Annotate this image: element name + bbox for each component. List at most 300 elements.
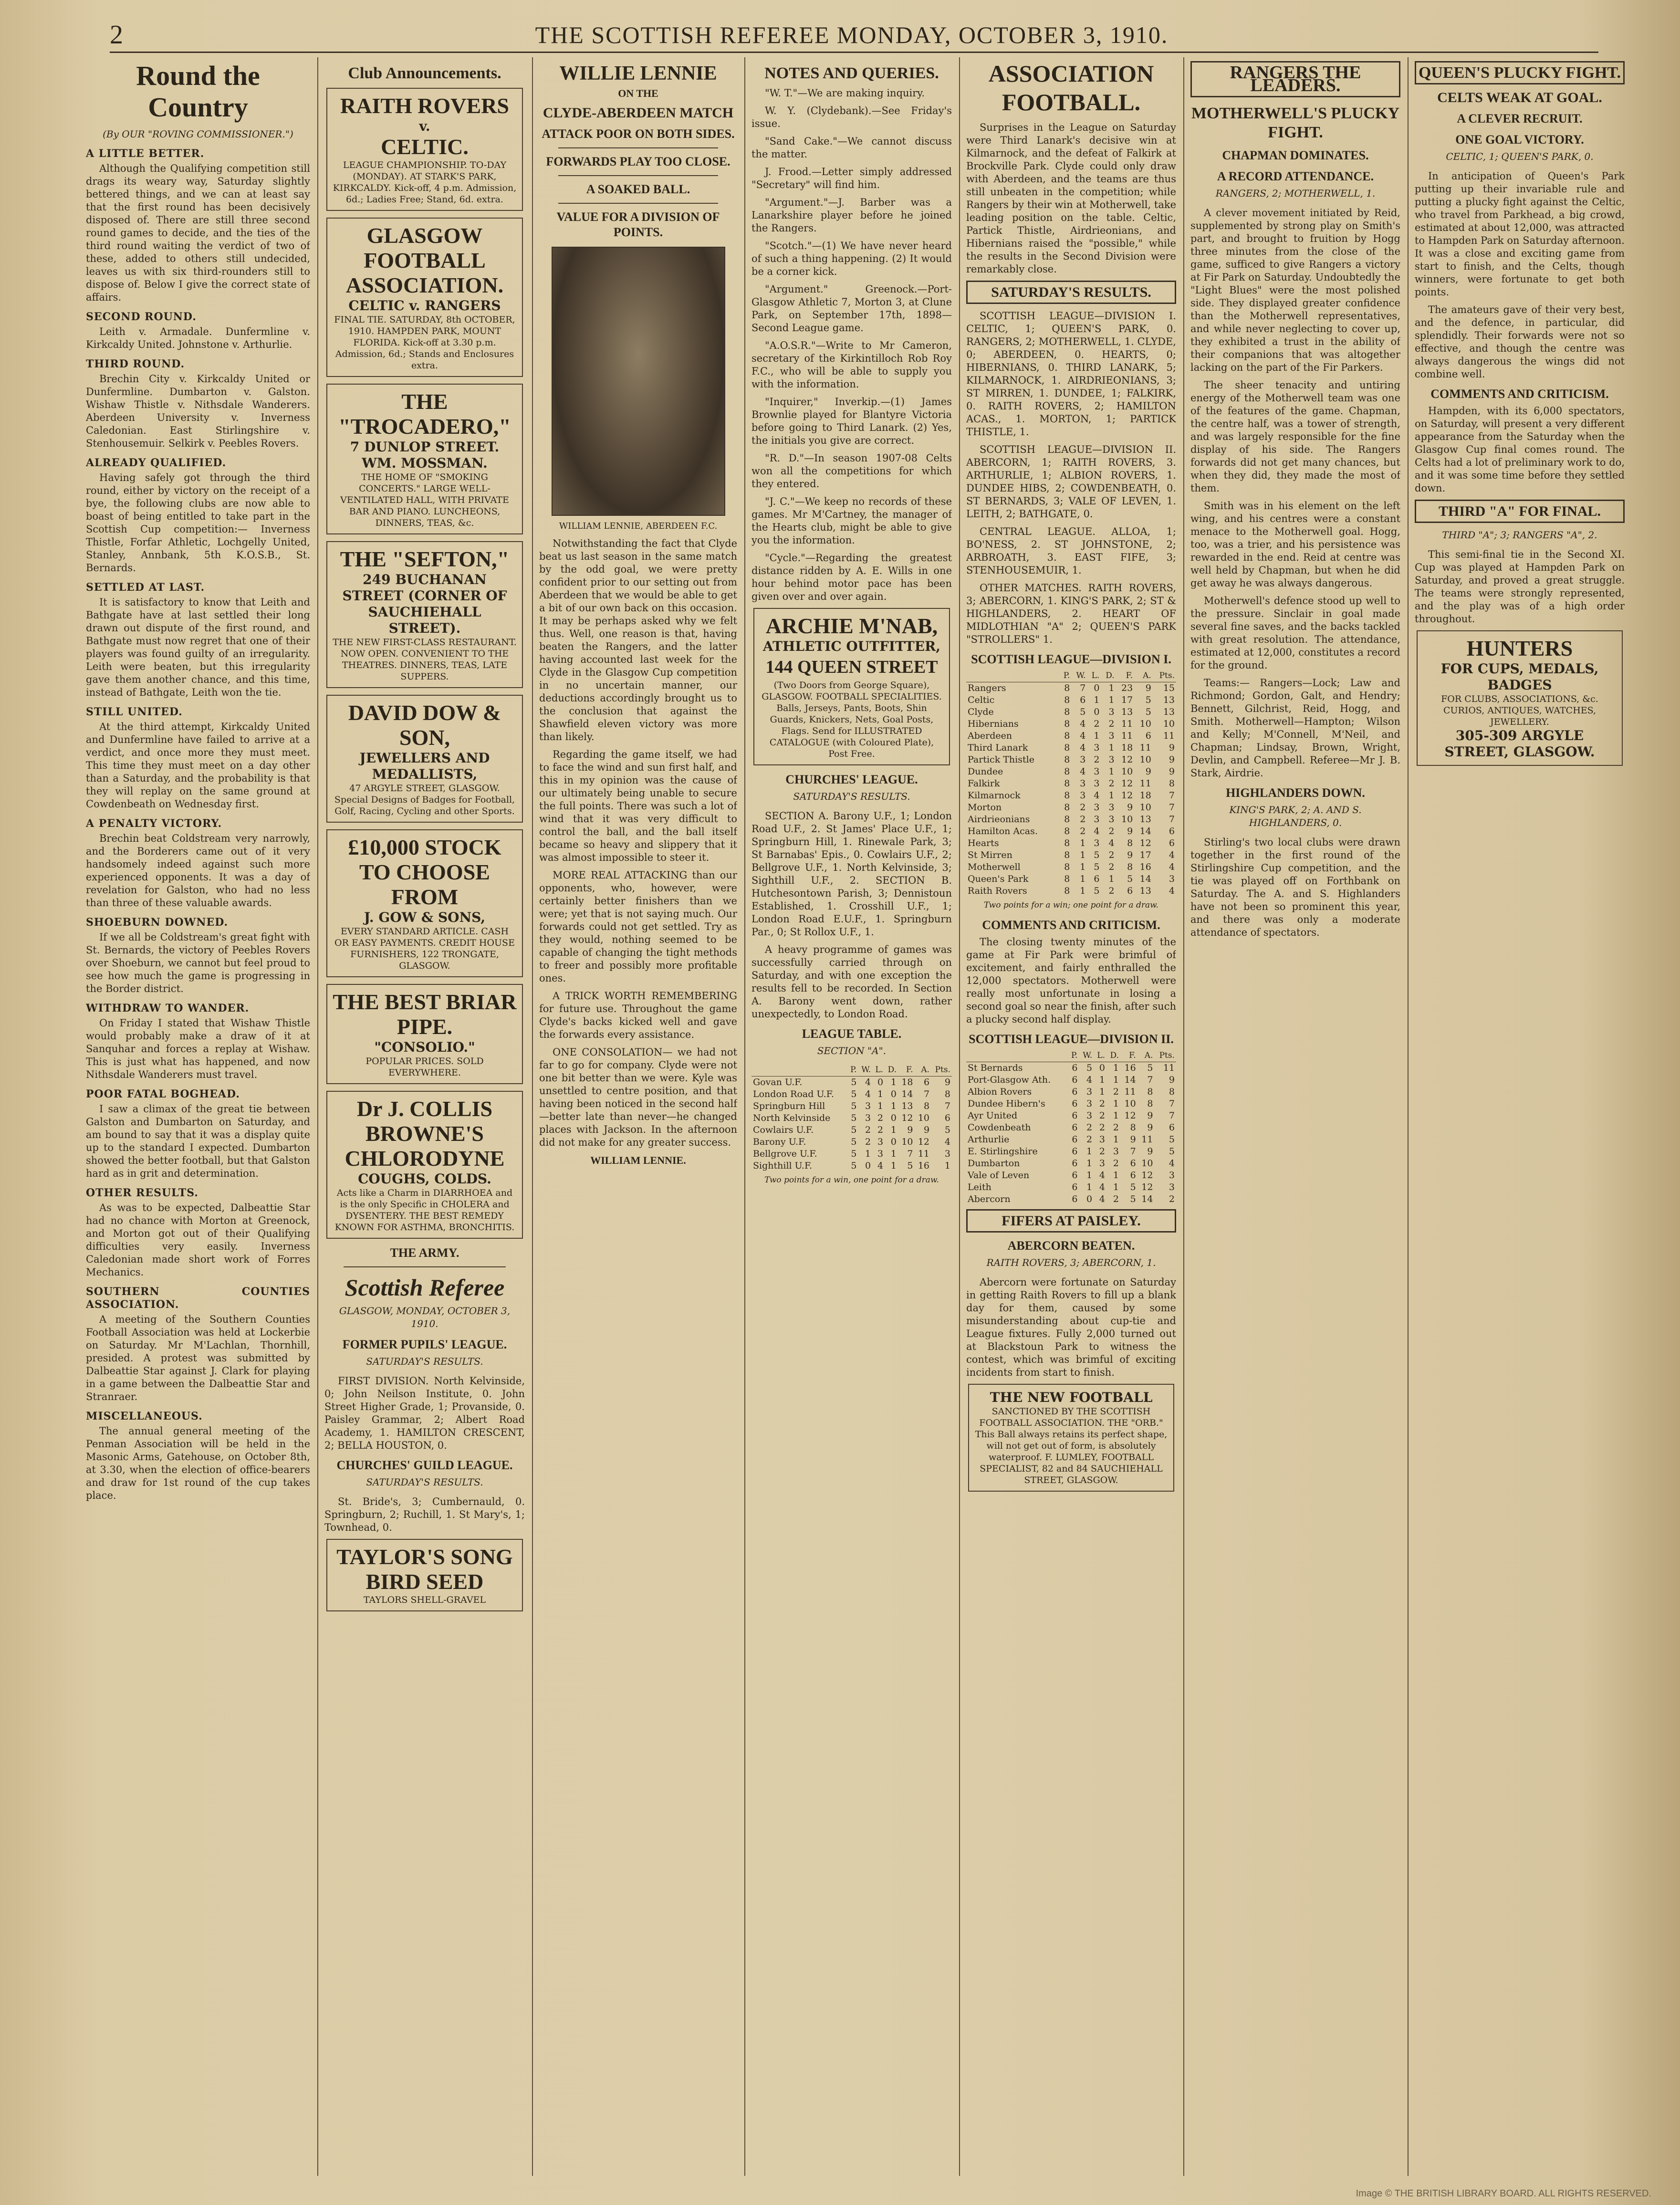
divider xyxy=(558,203,718,204)
table-cell: 5 xyxy=(1147,1063,1153,1073)
table-row xyxy=(751,1124,952,1136)
ad-address: 144 QUEEN STREET xyxy=(765,657,938,677)
table-cell: 8 xyxy=(1064,766,1070,777)
column-header xyxy=(966,670,1059,682)
table-cell: Airdrieonians xyxy=(968,814,1030,825)
ad-details: THE HOME OF "SMOKING CONCERTS." LARGE WELL-VENTILATED HALL, WITH PRIVATE BAR AND PIANO. LUNCHEONS, DINNERS, TEAS, &c. xyxy=(340,472,509,528)
hunters-ad xyxy=(1417,630,1623,766)
table-row xyxy=(751,1100,952,1112)
section-text: I saw a climax of the great tie between Galston and Dumbarton on Saturday, and am bound to say that it was a display quite up to the standard I expected. Dumbarton showed the better football, but that Galston hard as in grit and determination. xyxy=(86,1103,310,1179)
table-cell: 4 xyxy=(1080,742,1086,753)
ad-details: FOR CLUBS, ASSOCIATIONS, &c. CURIOS, ANTIQUES, WATCHES, JEWELLERY. xyxy=(1441,694,1598,727)
fifers-subheading: ABERCORN BEATEN. xyxy=(1007,1239,1135,1253)
article-title: QUEEN'S PLUCKY FIGHT. xyxy=(1415,61,1625,84)
table-cell: 4 xyxy=(865,1089,871,1099)
ad-title: ARCHIE M'NAB, xyxy=(765,614,938,638)
ad-subtitle: J. GOW & SONS, xyxy=(364,909,486,925)
table-row xyxy=(966,790,1176,802)
table-cell: 7 xyxy=(1169,1098,1175,1109)
table-cell: 9 xyxy=(907,1125,913,1135)
table-cell: 10 xyxy=(901,1137,913,1147)
table-row xyxy=(966,1134,1176,1146)
table-cell: 10 xyxy=(1124,1098,1136,1109)
division-two-results: SCOTTISH LEAGUE—DIVISION II. ABERCORN, 1; RAITH ROVERS, 3. ARTHURLIE, 1; ALBION ROVERS, 1. DUNDEE HIBS, 2; COWDENBEATH, 0. ST BERNARDS, 3; VALE OF LEVEN, 1. LEITH, 2; BATHGATE, 0. xyxy=(966,444,1176,520)
section-text: If we all be Coldstream's great fight with St. Bernards, the victory of Peebles Rovers over Shoeburn, we cannot but feel proud to see how much the game is progressing in the Border district. xyxy=(86,931,310,994)
article-deck: VALUE FOR A DIVISION OF POINTS. xyxy=(556,210,720,239)
table-cell: 3 xyxy=(1108,802,1115,813)
section-text: Brechin City v. Kirkcaldy United or Dunfermline. Dumbarton v. Galston. Wishaw Thistle v. Nithsdale Wanderers. Aberdeen University v. Inverness Caledonian. East Stirlingshire v. Stenhousemuir. Selkirk v. Peebles Rovers. xyxy=(86,373,310,449)
column-header: W. xyxy=(858,1064,872,1076)
section-heading: A PENALTY VICTORY. xyxy=(86,817,222,830)
article-title: Round the Country xyxy=(136,60,260,123)
table-cell: 8 xyxy=(1147,1098,1153,1109)
ad-title: THE BEST BRIAR PIPE. xyxy=(333,990,517,1039)
section-heading: SETTLED AT LAST. xyxy=(86,581,205,594)
taylors-ad-title: TAYLOR'S SONG BIRD SEED xyxy=(336,1545,513,1594)
taylors-ad-sub: TAYLORS SHELL-GRAVEL xyxy=(363,1595,486,1605)
table-cell: 5 xyxy=(851,1137,857,1147)
table-row xyxy=(966,778,1176,790)
section-heading: SOUTHERN COUNTIES ASSOCIATION. xyxy=(86,1285,310,1311)
table-cell: 11 xyxy=(1139,778,1151,789)
column-header: Pts. xyxy=(1153,670,1176,682)
column-header: P. xyxy=(1059,670,1071,682)
table-cell: 6 xyxy=(1072,1110,1078,1121)
column-header: A. xyxy=(915,1064,931,1076)
table-cell: 10 xyxy=(1139,754,1151,765)
table-cell: 6 xyxy=(1130,1170,1136,1181)
table-cell: 7 xyxy=(923,1089,930,1099)
table-cell: 3 xyxy=(865,1101,871,1111)
table-cell: 1 xyxy=(1080,838,1086,848)
table-cell: Celtic xyxy=(968,695,995,705)
article-subtitle: CLYDE-ABERDEEN MATCH xyxy=(543,105,734,121)
ad-subtitle: CELTIC v. RANGERS xyxy=(348,298,501,314)
table-cell: 10 xyxy=(1139,802,1151,813)
table-cell: 3 xyxy=(1086,1098,1093,1109)
section-heading: WITHDRAW TO WANDER. xyxy=(86,1002,250,1014)
table-cell: 4 xyxy=(1080,731,1086,741)
table-cell: 1 xyxy=(1099,1087,1105,1097)
table-cell: 3 xyxy=(1169,874,1175,884)
table-cell: 9 xyxy=(1169,754,1175,765)
fp-league-results: FIRST DIVISION. North Kelvinside, 0; John Neilson Institute, 0. John Street Higher Grade, 1; Provanside, 0. Paisley Grammar, 2; Albert Road Academy, 1. HAMILTON CRESCENT, 2; BELLA HOUSTON, 0. xyxy=(324,1375,525,1451)
table-cell: 0 xyxy=(890,1089,897,1099)
fp-league-title: FORMER PUPILS' LEAGUE. xyxy=(342,1338,507,1351)
table-cell: 1 xyxy=(1113,1182,1119,1192)
table-cell: 2 xyxy=(1080,814,1086,825)
table-cell: 12 xyxy=(1121,778,1133,789)
table-cell: 0 xyxy=(1086,1194,1093,1204)
table-row xyxy=(966,826,1176,837)
table-cell: 3 xyxy=(1108,754,1115,765)
table-cell: 5 xyxy=(1130,1182,1136,1192)
table-cell: 3 xyxy=(1080,790,1086,801)
section-heading: SECOND ROUND. xyxy=(86,311,197,323)
section-text: On Friday I stated that Wishaw Thistle would probably make a draw of it at Sanquhar and forces a replay at Wishaw. This is just what has happened, and now Nithsdale Wanderers must travel. xyxy=(86,1017,310,1080)
table-cell: 1 xyxy=(877,1089,884,1099)
table-cell: 3 xyxy=(1108,707,1115,717)
table-cell: 1 xyxy=(1113,1110,1119,1121)
table-cell: 1 xyxy=(1108,766,1115,777)
ad-title: THE NEW FOOTBALL xyxy=(990,1390,1153,1405)
article-subtitle: CELTS WEAK AT GOAL. xyxy=(1437,90,1602,105)
table-cell: 3 xyxy=(1108,814,1115,825)
table-cell: 1 xyxy=(1108,683,1115,693)
column-header: D. xyxy=(1101,670,1116,682)
table-cell: 1 xyxy=(1080,886,1086,896)
table-cell: 1 xyxy=(1108,874,1115,884)
ad-subtitle: JEWELLERS AND MEDALLISTS, xyxy=(359,750,490,782)
table-row xyxy=(966,885,1176,897)
table-cell: Port-Glasgow Ath. xyxy=(968,1075,1051,1085)
table-row xyxy=(966,1170,1176,1181)
table-cell: 1 xyxy=(1108,695,1115,705)
section-text: Leith v. Armadale. Dunfermline v. Kirkcaldy United. Johnstone v. Arthurlie. xyxy=(86,326,310,350)
table-cell: 9 xyxy=(1127,850,1133,860)
table-cell: 8 xyxy=(1064,790,1070,801)
table-cell: 2 xyxy=(1086,1134,1093,1145)
table-cell: 10 xyxy=(1141,1158,1153,1169)
match-score: CELTIC, 1; QUEEN'S PARK, 0. xyxy=(1446,151,1594,162)
table-cell: Hibernians xyxy=(968,719,1019,729)
ad-subtitle: "CONSOLIO." xyxy=(374,1039,475,1055)
ad-details: LEAGUE CHAMPIONSHIP. TO-DAY (MONDAY). AT STARK'S PARK, KIRKCALDY. Kick-off, 4 p.m. Admission, 6d.; Ladies Free; Stand, 6d. extra. xyxy=(333,160,517,205)
table-cell: 1 xyxy=(1094,695,1100,705)
article-body xyxy=(1190,207,1400,672)
team-lineups: Teams:— Rangers—Lock; Law and Richmond; Gordon, Galt, and Hendry; Bennett, Gilchrist, Reid, Hogg, and Smith. Motherwell—Hampton; Wilson and Kelly; M'Connell, M'Neil, and Chapman; Lindsay, Brown, Wright, Devlin, and Campbell. Referee—Mr J. B. Stark, Airdrie. xyxy=(1190,677,1400,779)
table-cell: 8 xyxy=(1064,683,1070,693)
results-heading: SATURDAY'S RESULTS. xyxy=(966,281,1176,304)
column-association-football xyxy=(966,57,1176,2176)
table-cell: 13 xyxy=(1163,695,1175,705)
column-club-announcements xyxy=(324,57,525,2176)
table-cell: 16 xyxy=(1139,862,1151,872)
table-cell: 5 xyxy=(1086,1063,1093,1073)
table-cell: 9 xyxy=(1169,742,1175,753)
table-cell: 0 xyxy=(1094,707,1100,717)
table-cell: 1 xyxy=(1094,731,1100,741)
table-cell: 0 xyxy=(1099,1063,1105,1073)
table-cell: 8 xyxy=(1064,838,1070,848)
advertisement xyxy=(326,829,523,977)
table-row xyxy=(751,1112,952,1124)
table-cell: 7 xyxy=(1130,1146,1136,1157)
comments-text: The closing twenty minutes of the game at Fir Park were brimful of excitement, and fairly enthralled the 12,000 spectators. Motherwell were really most unfortunate in losing a second goal so near the finish, after such a plucky second half display. xyxy=(966,936,1176,1025)
table-cell: 11 xyxy=(1163,731,1175,741)
table-cell: 6 xyxy=(1072,1194,1078,1204)
masthead-title: THE SCOTTISH REFEREE MONDAY, OCTOBER 3, 1910. xyxy=(535,21,1169,48)
table-cell: St Bernards xyxy=(968,1063,1023,1073)
article-kicker: ON THE xyxy=(618,87,658,99)
comments-title: COMMENTS AND CRITICISM. xyxy=(1430,387,1609,401)
table-cell: 4 xyxy=(1099,1182,1105,1192)
table-cell: Cowlairs U.F. xyxy=(753,1125,814,1135)
paragraph: ONE CONSOLATION— we had not far to go for company. Clyde were not one bit better than we were. Kyle was unsettled to centre position, and that having been noticed in the second half—better late than never—he changed places with Jackson. In the afternoon did not make for any greater success. xyxy=(539,1046,737,1148)
article-deck: FORWARDS PLAY TOO CLOSE. xyxy=(546,155,730,168)
guild-league-sub: SATURDAY'S RESULTS. xyxy=(366,1476,483,1488)
highlanders-title: HIGHLANDERS DOWN. xyxy=(1226,786,1365,800)
table-cell: 4 xyxy=(1094,826,1100,836)
section-text: A meeting of the Southern Counties Football Association was held at Lockerbie on Saturday. Mr M'Lachlan, Thornhill, presided. A protest was submitted by Dalbeattie Star against J. Clark for playing in a game between the Dalbeattie Star and Stranraer. xyxy=(86,1314,310,1402)
section-heading: STILL UNITED. xyxy=(86,706,183,718)
table-cell: 1 xyxy=(877,1101,884,1111)
table-cell: 3 xyxy=(1099,1134,1105,1145)
table-cell: 2 xyxy=(1080,802,1086,813)
table-cell: 3 xyxy=(1094,766,1100,777)
table-cell: 3 xyxy=(1080,778,1086,789)
table-cell: 5 xyxy=(1130,1194,1136,1204)
table-cell: 8 xyxy=(1064,695,1070,705)
churches-league-results: SECTION A. Barony U.F., 1; London Road U.F., 2. St James' Place U.F., 1; Springburn Hill, 1. Rinewale Park, 3; St Barnabas' Epis., 0. Cowlairs U.F., 2; Bellgrove U.F., 1. North Kelvinside, 3; Sighthill U.F., 2. SECTION B. Hutchesontown Parish, 3; Dennistoun Established, 1. Crosshill U.F., 1; London Road E.U.F., 1. Springburn Par., 0; St Rollox U.F., 1. xyxy=(751,810,952,938)
column-header xyxy=(751,1064,847,1076)
table-cell: 11 xyxy=(1139,742,1151,753)
table-cell: 0 xyxy=(890,1137,897,1147)
query-answer: "Argument." Greenock.—Port-Glasgow Athletic 7, Morton 3, at Clune Park, on September 17th, 1898—Second League game. xyxy=(751,283,952,334)
table-cell: 11 xyxy=(1121,731,1133,741)
fp-league-sub: SATURDAY'S RESULTS. xyxy=(366,1356,483,1367)
paragraph: A clever movement initiated by Reid, supplemented by strong play on Smith's part, and brought to fruition by Hogg three minutes from the close of the game, sufficed to give Rangers a victory at Fir Park on Saturday. Undoubtedly the "Light Blues" were the most polished side. They displayed greater confidence than the Motherwell representatives, and while never neglecting to cover up, they exhibited a trust in the ability of their companions that was altogether lacking on the part of the Fir Parkers. xyxy=(1190,207,1400,373)
table-cell: 0 xyxy=(877,1077,884,1087)
table-cell: 8 xyxy=(1064,862,1070,872)
table-cell: 2 xyxy=(865,1125,871,1135)
table-cell: Springburn Hill xyxy=(753,1101,825,1111)
table-cell: 3 xyxy=(1169,1182,1175,1192)
table-cell: 1 xyxy=(1113,1063,1119,1073)
column-header: P. xyxy=(847,1064,858,1076)
table-cell: 5 xyxy=(851,1089,857,1099)
ad-title: HUNTERS xyxy=(1466,636,1573,660)
table-cell: 1 xyxy=(944,1160,950,1171)
ad-subtitle: 249 BUCHANAN STREET (CORNER OF SAUCHIEHALL STREET). xyxy=(342,572,507,636)
ad-details: EVERY STANDARD ARTICLE. CASH OR EASY PAYMENTS. CREDIT HOUSE FURNISHERS, 122 TRONGATE, GLASGOW. xyxy=(334,926,515,971)
table-cell: 4 xyxy=(1099,1194,1105,1204)
fifers-heading: FIFERS AT PAISLEY. xyxy=(966,1209,1176,1233)
table-cell: 6 xyxy=(1169,1122,1175,1133)
table-cell: 18 xyxy=(901,1077,913,1087)
table-cell: Dundee Hibern's xyxy=(968,1098,1045,1109)
article-deck-2: ONE GOAL VICTORY. xyxy=(1455,133,1584,146)
query-answer: "Cycle."—Regarding the greatest distance ridden by A. E. Wills in one hour behind motor pace has been given over and over again. xyxy=(751,552,952,602)
paragraph: The amateurs gave of their very best, and the defence, in particular, did splendidly. Their forwards were not so effective, and though the centre was always dangerous the wings did not combine well. xyxy=(1415,304,1625,380)
query-answer: W. Y. (Clydebank).—See Friday's issue. xyxy=(751,105,952,129)
table-cell: 2 xyxy=(1099,1098,1105,1109)
table-cell: 8 xyxy=(1147,1087,1153,1097)
table-cell: 8 xyxy=(1130,1122,1136,1133)
table-cell: 1 xyxy=(1108,790,1115,801)
table-cell: 11 xyxy=(1124,1087,1136,1097)
table-cell: 12 xyxy=(918,1137,930,1147)
table-cell: 12 xyxy=(901,1113,913,1123)
table-cell: 6 xyxy=(1072,1170,1078,1181)
table-cell: Arthurlie xyxy=(968,1134,1010,1145)
churches-league-table xyxy=(751,1064,952,1172)
table-cell: 6 xyxy=(1072,1098,1078,1109)
article-deck: A CLEVER RECRUIT. xyxy=(1457,112,1583,125)
column-rule xyxy=(744,57,745,2176)
guild-league-title: CHURCHES' GUILD LEAGUE. xyxy=(336,1458,513,1472)
divider xyxy=(558,147,718,148)
table-cell: 9 xyxy=(1147,1110,1153,1121)
table-cell: London Road U.F. xyxy=(753,1089,835,1099)
column-header: W. xyxy=(1079,1050,1094,1062)
table-cell: 1 xyxy=(1113,1170,1119,1181)
section-heading: SHOEBURN DOWNED. xyxy=(86,916,229,929)
table-cell: 1 xyxy=(1113,1134,1119,1145)
table-cell: 10 xyxy=(1139,719,1151,729)
divider xyxy=(344,1266,506,1267)
table-cell: 3 xyxy=(877,1149,884,1159)
article-deck-2: A RECORD ATTENDANCE. xyxy=(1217,169,1374,183)
highlanders-score: KING'S PARK, 2; A. AND S. HIGHLANDERS, 0. xyxy=(1229,804,1362,828)
column-header: F. xyxy=(1120,1050,1137,1062)
query-answer: "A.O.S.R."—Write to Mr Cameron, secretary of the Kirkintilloch Rob Roy F.C., who will be able to supply you with the information. xyxy=(751,340,952,390)
churches-league-title: CHURCHES' LEAGUE. xyxy=(785,773,918,786)
division-one-results: SCOTTISH LEAGUE—DIVISION I. CELTIC, 1; QUEEN'S PARK, 0. RANGERS, 2; MOTHERWELL, 1. CLYDE, 0; ABERDEEN, 0. HEARTS, 0; HIBERNIANS, 0. THIRD LANARK, 5; KILMARNOCK, 1. AIRDRIEONIANS, 3; ST MIRREN, 1. DUNDEE, 1; FALKIRK, 0. RAITH ROVERS, 2; HAMILTON ACAS., 1. MORTON, 1; PARTICK THISTLE, 1. xyxy=(966,310,1176,438)
table-cell: Barony U.F. xyxy=(753,1137,806,1147)
table-cell: 1 xyxy=(1099,1075,1105,1085)
table-cell: 17 xyxy=(1121,695,1133,705)
advertisement xyxy=(326,695,523,823)
table-cell: 15 xyxy=(1163,683,1175,693)
table-cell: 4 xyxy=(1169,886,1175,896)
table-row xyxy=(751,1148,952,1160)
query-answer: "Scotch."—(1) We have never heard of such a thing happening. (2) It would be a corner kick. xyxy=(751,240,952,277)
table-cell: 7 xyxy=(1169,1110,1175,1121)
table-cell: 4 xyxy=(1169,1158,1175,1169)
table-row xyxy=(966,837,1176,849)
query-answer: "J. C."—We keep no records of these games. Mr M'Cartney, the manager of the Hearts club, might be able to give you the information. xyxy=(751,496,952,546)
advertisement xyxy=(326,541,523,688)
table-cell: 5 xyxy=(851,1149,857,1159)
ad-subtitle: FOR CUPS, MEDALS, BADGES xyxy=(1440,661,1599,693)
guild-league-results: St. Bride's, 3; Cumbernauld, 0. Springburn, 2; Ruchill, 1. St Mary's, 1; Townhead, 0. xyxy=(324,1496,525,1533)
paragraph: MORE REAL ATTACKING than our opponents, who, however, were certainly better finishers than we were; yet that is not saying much. Our forwards could not get settled. Try as they would, nothing seemed to be capable of changing the tight methods to freer and possibly more profitable ones. xyxy=(539,869,737,984)
table-cell: E. Stirlingshire xyxy=(968,1146,1038,1157)
table-cell: 6 xyxy=(1169,838,1175,848)
query-answer: J. Frood.—Letter simply addressed "Secretary" will find him. xyxy=(751,166,952,190)
column-header: P. xyxy=(1068,1050,1079,1062)
table-row xyxy=(751,1076,952,1089)
advertisement xyxy=(326,984,523,1084)
table-cell: 14 xyxy=(1139,874,1151,884)
queries-list xyxy=(751,87,952,603)
table-cell: 3 xyxy=(865,1113,871,1123)
table-cell: 6 xyxy=(1080,695,1086,705)
table-cell: 1 xyxy=(1080,874,1086,884)
table-row xyxy=(751,1160,952,1172)
table-cell: 5 xyxy=(944,1125,950,1135)
table-row xyxy=(966,694,1176,706)
table-cell: 9 xyxy=(1169,1075,1175,1085)
table-cell: 1 xyxy=(1080,862,1086,872)
table-cell: 5 xyxy=(1169,1134,1175,1145)
paragraph: Motherwell's defence stood up well to the pressure. Sinclair in goal made several fine saves, and the backs tackled with great resolution. The attendance, estimated at 12,000, constitutes a record for the ground. xyxy=(1190,595,1400,671)
table-cell: 3 xyxy=(1113,1146,1119,1157)
table-cell: 7 xyxy=(944,1101,950,1111)
table-cell: 10 xyxy=(918,1113,930,1123)
article-body xyxy=(1415,170,1625,381)
article-subtitle: MOTHERWELL'S PLUCKY FIGHT. xyxy=(1191,105,1400,141)
table-cell: 1 xyxy=(890,1160,897,1171)
table-cell: St Mirren xyxy=(968,850,1012,860)
table-cell: Third Lanark xyxy=(968,742,1028,753)
table-cell: 5 xyxy=(907,1160,913,1171)
column-header: L. xyxy=(872,1064,885,1076)
column-rule xyxy=(959,57,960,2176)
table-cell: North Kelvinside xyxy=(753,1113,831,1123)
table-cell: 9 xyxy=(923,1125,930,1135)
advertisement xyxy=(326,384,523,534)
column-rule xyxy=(1408,57,1409,2176)
table-cell: 13 xyxy=(1163,707,1175,717)
table-cell: 4 xyxy=(1169,862,1175,872)
table-cell: 7 xyxy=(1169,802,1175,813)
table-cell: 5 xyxy=(1080,707,1086,717)
table-cell: 3 xyxy=(1094,814,1100,825)
table-cell: 5 xyxy=(1094,886,1100,896)
column-header: D. xyxy=(1106,1050,1120,1062)
table-cell: Ayr United xyxy=(968,1110,1018,1121)
table-cell: 13 xyxy=(1139,886,1151,896)
table-row xyxy=(966,682,1176,695)
division-one-table-title: SCOTTISH LEAGUE—DIVISION I. xyxy=(971,652,1171,666)
column-rule xyxy=(317,57,318,2176)
table-cell: 12 xyxy=(1139,838,1151,848)
ad-details: FINAL TIE. SATURDAY, 8th OCTOBER, 1910. HAMPDEN PARK, MOUNT FLORIDA. Kick-off at 3.30 p.m. Admission, 6d.; Stands and Enclosures extra. xyxy=(334,314,515,371)
table-cell: Motherwell xyxy=(968,862,1021,872)
section-text: At the third attempt, Kirkcaldy United and Dunfermline have failed to arrive at a verdict, and once more they must meet. This time they must meet on a day other than a Saturday, and the probability is that they will replay on the same ground at Cowdenbeath on Wednesday first. xyxy=(86,721,310,810)
table-cell: Rangers xyxy=(968,683,1006,693)
table-cell: 0 xyxy=(865,1160,871,1171)
query-answer: "Inquirer," Inverkip.—(1) James Brownlie played for Blantyre Victoria before going to Third Lanark. (2) Yes, the initials you give are correct. xyxy=(751,396,952,446)
table-cell: Falkirk xyxy=(968,778,1000,789)
article-decks xyxy=(539,126,737,240)
query-answer: "Sand Cake."—We cannot discuss the matter. xyxy=(751,136,952,160)
table-cell: 4 xyxy=(1169,850,1175,860)
table-cell: 1 xyxy=(1086,1182,1093,1192)
table-cell: Govan U.F. xyxy=(753,1077,803,1087)
table-cell: 4 xyxy=(1094,790,1100,801)
table-cell: Vale of Leven xyxy=(968,1170,1030,1181)
division-one-table xyxy=(966,670,1176,897)
table-cell: 14 xyxy=(1124,1075,1136,1085)
table-cell: 9 xyxy=(1147,1146,1153,1157)
table-cell: 16 xyxy=(918,1160,930,1171)
table-cell: 7 xyxy=(1169,814,1175,825)
table-cell: 5 xyxy=(851,1101,857,1111)
churches-league-report: A heavy programme of games was successfully carried through on Saturday, and with one exception the results fell to be recorded. In Section A. Barony went down, rather unexpectedly, to London Road. xyxy=(751,944,952,1020)
table-cell: 6 xyxy=(1145,731,1151,741)
table-cell: 18 xyxy=(1121,742,1133,753)
column-rangers-the-leaders xyxy=(1190,57,1400,2176)
table-cell: 6 xyxy=(1072,1075,1078,1085)
table-cell: 5 xyxy=(851,1077,857,1087)
table-cell: 18 xyxy=(1139,790,1151,801)
article-signature: WILLIAM LENNIE. xyxy=(590,1154,686,1166)
section-heading: OTHER RESULTS. xyxy=(86,1187,198,1199)
table-cell: 8 xyxy=(1064,886,1070,896)
table-row xyxy=(966,1181,1176,1193)
table-cell: 8 xyxy=(1127,862,1133,872)
query-answer: "W. T."—We are making inquiry. xyxy=(765,87,925,99)
army-heading: THE ARMY. xyxy=(390,1246,459,1260)
table-cell: 7 xyxy=(1147,1075,1153,1085)
page-number: 2 xyxy=(110,20,124,50)
table-cell: 4 xyxy=(1080,766,1086,777)
column-header: L. xyxy=(1094,1050,1106,1062)
table-cell: 10 xyxy=(1121,766,1133,777)
